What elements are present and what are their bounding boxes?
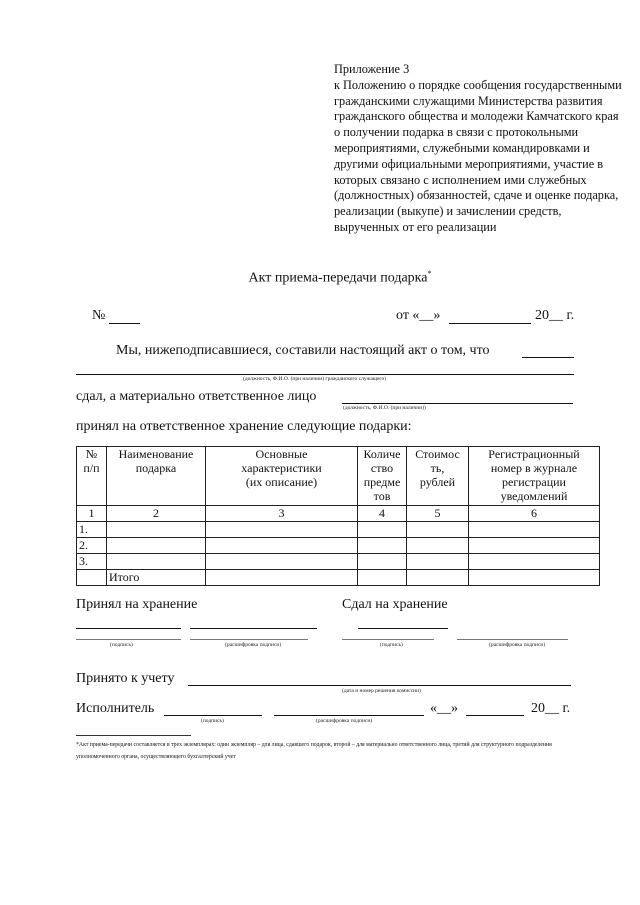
body-line-3: принял на ответственное хранение следующие подарки: (76, 419, 412, 434)
header-name: Наименование подарка (107, 447, 206, 506)
table-cell[interactable] (358, 554, 407, 570)
handed-signature-field[interactable] (358, 628, 448, 629)
table-cell[interactable] (469, 570, 600, 586)
table-cell[interactable] (407, 570, 469, 586)
table-header-row (77, 447, 600, 506)
handed-label: Сдал на хранение (342, 597, 448, 612)
header-number: № п/п (77, 447, 107, 506)
gifts-table (76, 446, 600, 586)
row-number: 3. (77, 554, 107, 570)
handed-decode-line (457, 639, 568, 640)
accepted-signature-field[interactable] (76, 628, 181, 629)
accepted-signature-line (76, 639, 181, 640)
table-row (77, 522, 600, 538)
accounting-hint: (дата и номер решения комиссии) (342, 688, 421, 694)
footnote-divider (76, 735, 191, 736)
appendix-header: Приложение 3 к Положению о порядке сообщения государственными гражданскими служащими Министерства развития гражданского общества и молодежи Камчатского края о получении подарка в связи с протокольными мероприятиями, служебными командировками и другими официальными мероприятиями, участие в которых связано с исполнением ими служебных (должностных) обязанностей, сдаче и оценке подарка, реализации (выкупе) и зачислении средств, вырученных от его реализации (334, 62, 622, 234)
body-line-1: Мы, нижеподписавшиеся, составили настоящий акт о том, что (116, 343, 490, 358)
act-date-month-field[interactable] (449, 323, 531, 324)
table-cell[interactable] (358, 522, 407, 538)
executor-date-year: 20__ г. (531, 701, 571, 716)
column-number: 3 (206, 506, 358, 522)
table-row (77, 554, 600, 570)
table-column-numbers-row (77, 506, 600, 522)
table-cell[interactable] (206, 554, 358, 570)
table-cell[interactable] (206, 570, 358, 586)
column-number: 4 (358, 506, 407, 522)
executor-sign-hint: (подпись) (201, 718, 224, 724)
accepted-label: Принял на хранение (76, 597, 198, 612)
body-line-1-field[interactable] (522, 357, 574, 358)
act-number-field[interactable] (109, 323, 140, 324)
executor-label: Исполнитель (76, 701, 155, 716)
table-cell[interactable] (407, 538, 469, 554)
accepted-decode-hint: (расшифровка подписи) (225, 642, 282, 648)
executor-signature-field[interactable] (164, 715, 262, 716)
table-cell[interactable] (358, 538, 407, 554)
column-number: 6 (469, 506, 600, 522)
header-cost: Стоимос ть, рублей (407, 447, 469, 506)
table-cell[interactable] (469, 554, 600, 570)
table-cell[interactable] (107, 554, 206, 570)
accounting-field[interactable] (188, 685, 571, 686)
executor-decode-hint: (расшифровка подписи) (316, 718, 373, 724)
act-title (0, 269, 640, 287)
row-number: 1. (77, 522, 107, 538)
table-cell[interactable] (469, 538, 600, 554)
employee-field[interactable] (76, 374, 574, 375)
table-cell[interactable] (407, 522, 469, 538)
header-quantity: Количе ство предме тов (358, 447, 407, 506)
act-title-text: Акт приема-передачи подарка (248, 270, 428, 286)
total-empty-cell (77, 570, 107, 586)
responsible-person-field[interactable] (342, 403, 573, 404)
act-number-label: № (92, 308, 106, 323)
accepted-decode-line (190, 639, 308, 640)
table-row (77, 538, 600, 554)
accepted-decode-field[interactable] (190, 628, 317, 629)
act-date-year: 20__ г. (535, 308, 575, 323)
employee-hint: (должность, Ф.И.О. (при наличии) гражданского служащего) (243, 376, 387, 382)
table-cell[interactable] (206, 522, 358, 538)
table-cell[interactable] (107, 522, 206, 538)
total-label: Итого (107, 570, 206, 586)
table-cell[interactable] (407, 554, 469, 570)
act-date-day: от «__» (396, 308, 441, 323)
table-total-row (77, 570, 600, 586)
table-cell[interactable] (469, 522, 600, 538)
executor-date-month-field[interactable] (466, 715, 524, 716)
table-cell[interactable] (206, 538, 358, 554)
row-number: 2. (77, 538, 107, 554)
table-cell[interactable] (358, 570, 407, 586)
footnote-mark: * (427, 269, 432, 278)
header-reg-number: Регистрационный номер в журнале регистрации уведомлений (469, 447, 600, 506)
executor-date-day: «__» (430, 701, 458, 716)
accepted-sign-hint: (подпись) (110, 642, 133, 648)
column-number: 1 (77, 506, 107, 522)
handed-decode-hint: (расшифровка подписи) (489, 642, 546, 648)
table-cell[interactable] (107, 538, 206, 554)
header-characteristics: Основные характеристики (их описание) (206, 447, 358, 506)
executor-decode-field[interactable] (274, 715, 424, 716)
handed-signature-line (342, 639, 434, 640)
accounting-label: Принято к учету (76, 671, 175, 686)
body-line-2: сдал, а материально ответственное лицо (76, 389, 317, 404)
column-number: 5 (407, 506, 469, 522)
column-number: 2 (107, 506, 206, 522)
responsible-person-hint: (должность, Ф.И.О. (при наличии)) (343, 405, 426, 411)
footnote: *Акт приема-передачи составляется в трех экземплярах: один экземпляр – для лица, сдавшего подарок, второй – для материально ответственного лица, третий для структурного подразделения уполномоченного органа, осуществляющего бухгалтерский учет (76, 742, 552, 760)
handed-sign-hint: (подпись) (380, 642, 403, 648)
